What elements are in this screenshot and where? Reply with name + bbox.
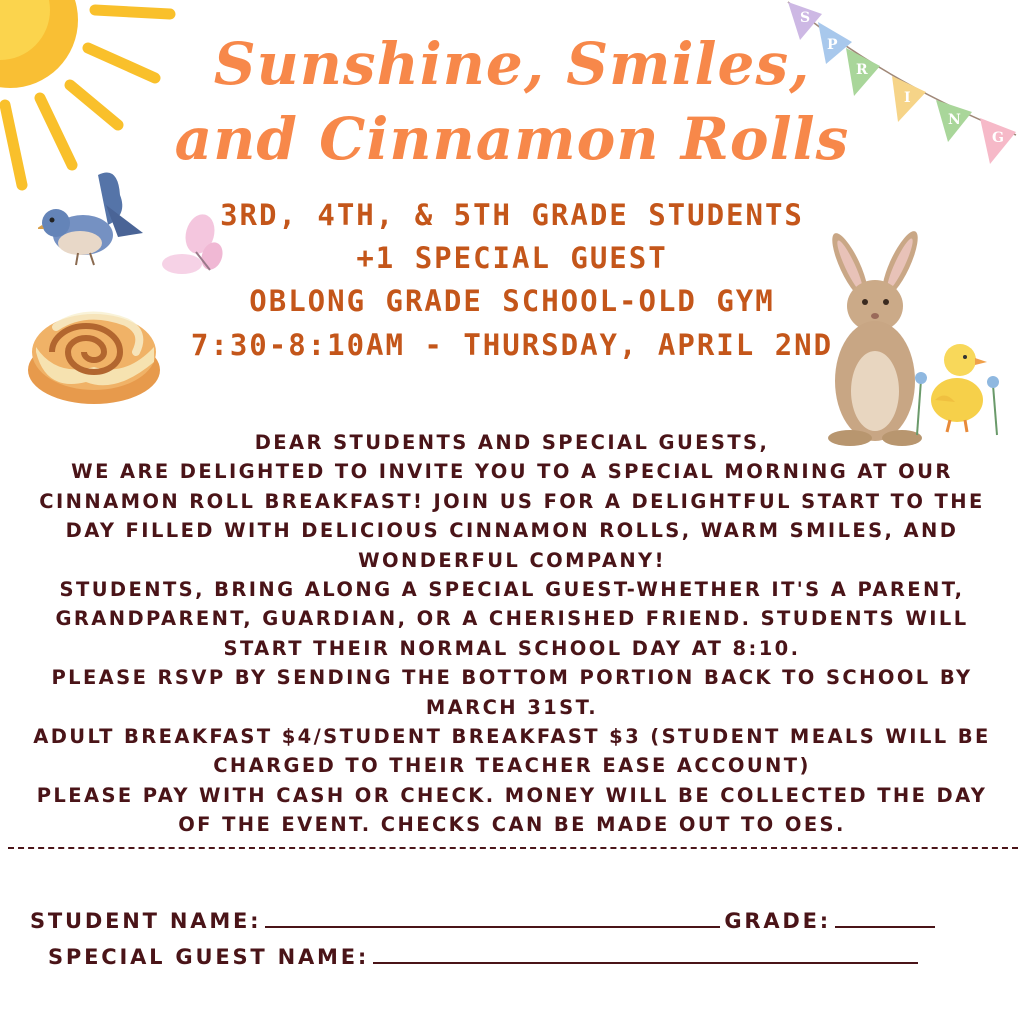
grade-field[interactable] [835,906,935,928]
letter-line: STUDENTS, BRING ALONG A SPECIAL GUEST-WHETHER IT'S A PARENT, [59,578,965,602]
event-location: OBLONG GRADE SCHOOL-OLD GYM [249,284,775,318]
grade-label: GRADE: [724,909,831,933]
duckling-icon [905,330,1010,440]
event-guest: +1 SPECIAL GUEST [356,241,668,275]
student-name-row [30,906,939,933]
letter-line: CINNAMON ROLL BREAKFAST! JOIN US FOR A DELIGHTFUL START TO THE [39,489,985,513]
letter-line: PLEASE RSVP BY SENDING THE BOTTOM PORTION BACK TO SCHOOL BY [51,666,973,690]
event-time-date: 7:30-8:10AM - THURSDAY, APRIL 2ND [190,328,834,362]
event-grades: 3RD, 4TH, & 5TH GRADE STUDENTS [220,198,804,232]
cut-line-divider [8,847,1018,849]
letter-line: CHARGED TO THEIR TEACHER EASE ACCOUNT) [213,754,811,778]
banner-letter: N [948,112,961,128]
banner-letter: S [800,10,811,26]
guest-name-field[interactable] [373,942,918,964]
letter-line: PLEASE PAY WITH CASH OR CHECK. MONEY WILL BE COLLECTED THE DAY [36,783,988,807]
banner-letter: R [856,62,868,78]
title-line-1: Sunshine, Smiles, [213,30,811,98]
title-line-2: and Cinnamon Rolls [174,105,850,173]
banner-letter: G [992,130,1004,146]
banner-letter: P [827,37,838,53]
letter-line: ADULT BREAKFAST $4/STUDENT BREAKFAST $3 (STUDENT MEALS WILL BE [33,725,991,749]
letter-line: WONDERFUL COMPANY! [358,548,666,572]
student-name-label: STUDENT NAME: [30,909,262,933]
banner-letter: I [904,90,911,106]
letter-line: GRANDPARENT, GUARDIAN, OR A CHERISHED FRIEND. STUDENTS WILL [55,607,969,631]
letter-line: DAY FILLED WITH DELICIOUS CINNAMON ROLLS, WARM SMILES, AND [65,519,959,543]
letter-line: MARCH 31ST. [425,695,599,719]
invitation-letter [0,428,1024,840]
letter-line: WE ARE DELIGHTED TO INVITE YOU TO A SPECIAL MORNING AT OUR [71,460,953,484]
guest-name-label: SPECIAL GUEST NAME: [48,945,370,969]
letter-line: OF THE EVENT. CHECKS CAN BE MADE OUT TO OES. [178,813,846,837]
guest-name-row [48,942,922,969]
bluebird-icon [38,165,148,270]
letter-line: START THEIR NORMAL SCHOOL DAY AT 8:10. [223,636,801,660]
student-name-field[interactable] [265,906,720,928]
letter-line: DEAR STUDENTS AND SPECIAL GUESTS, [254,431,770,454]
